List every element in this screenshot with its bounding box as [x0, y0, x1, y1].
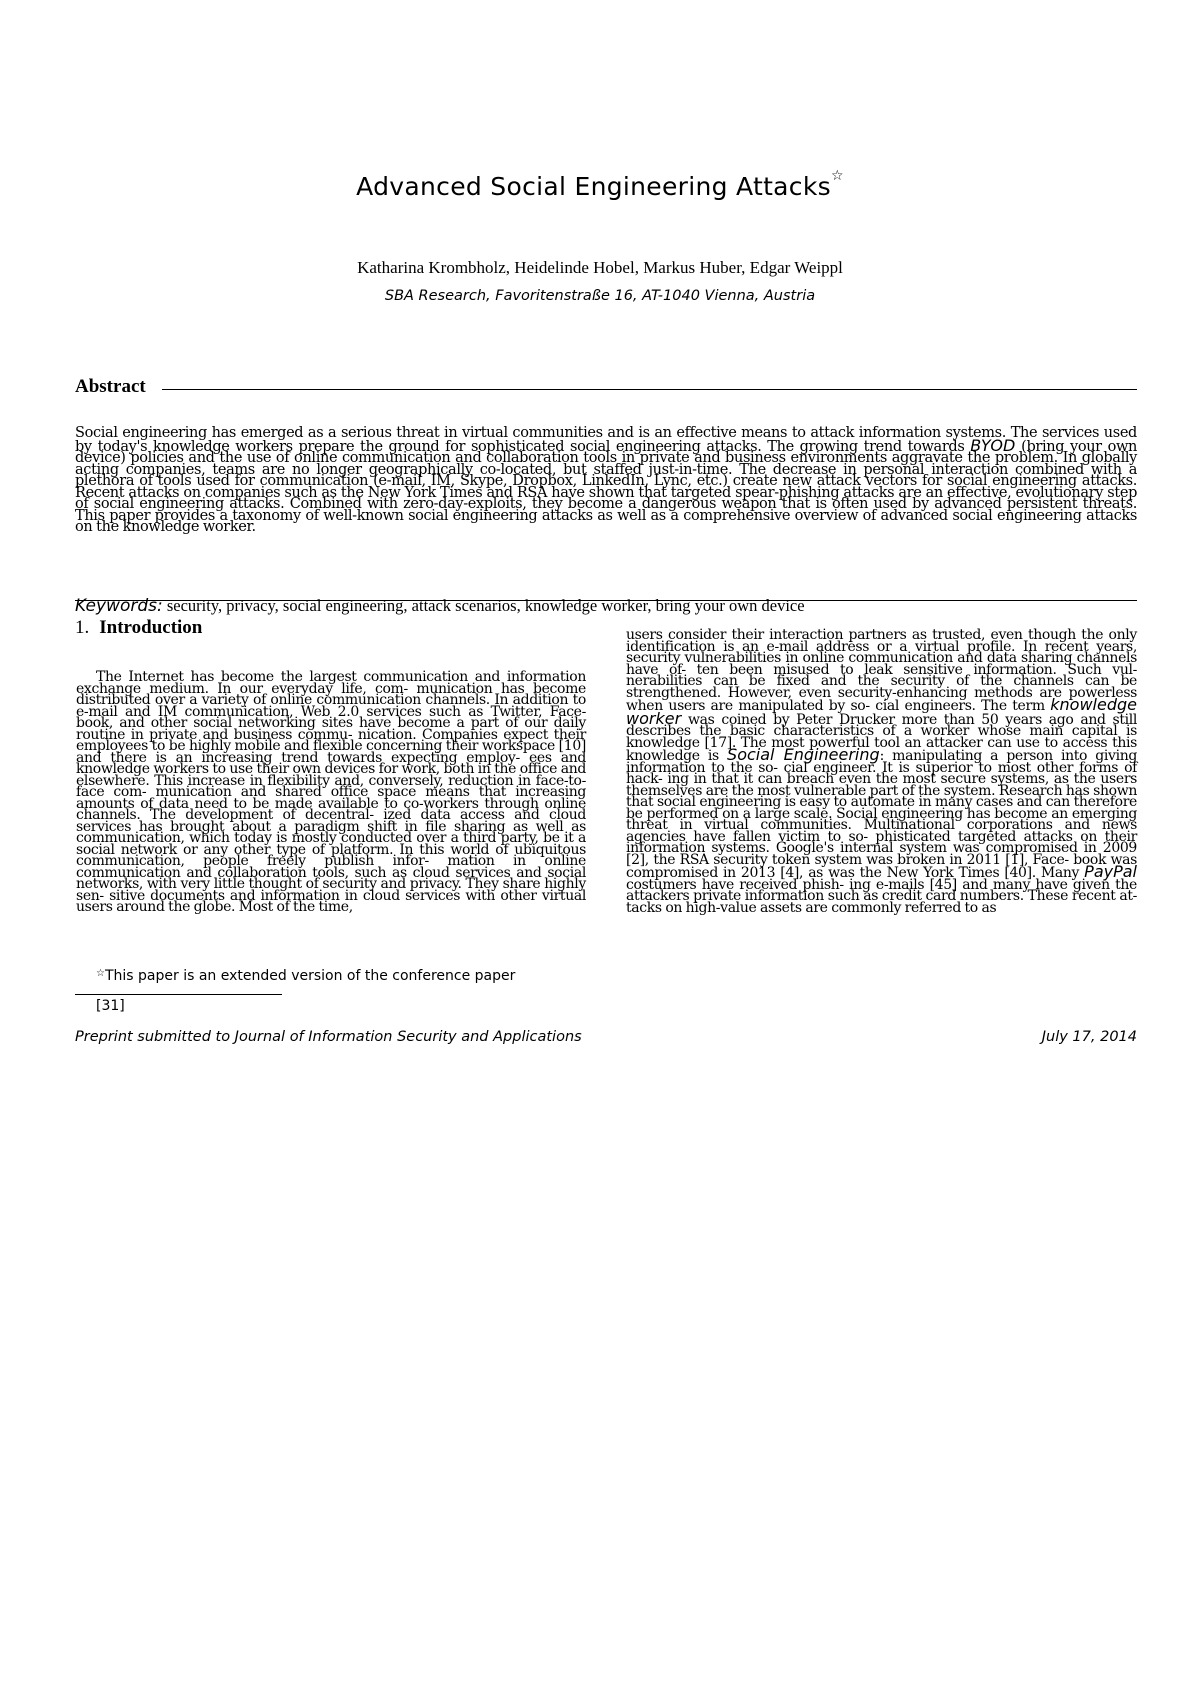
keywords-text: security, privacy, social engineering, attack scenarios, knowledge worker, bring your own device [162, 596, 805, 615]
footnote [96, 968, 515, 984]
term-social-engineering: Social Engineering [727, 745, 880, 764]
abstract-rule [162, 389, 1137, 390]
intro-right-column [626, 627, 1137, 916]
preprint-date: July 17, 2014 [1041, 1029, 1137, 1045]
paper-title-text: Advanced Social Engineering Attacks [356, 172, 831, 201]
keywords-label: Keywords: [75, 596, 163, 616]
abstract-body [75, 425, 1137, 535]
footnote-text: This paper is an extended version of the conference paper [104, 968, 516, 984]
paper-title [0, 168, 1200, 201]
term-paypal: PayPal [1084, 862, 1137, 881]
intro-right-text-3: : manipulating a person into giving information to the so- cial engineer. It is superior to most other forms of hack- ing in that it can breach even the most secure systems, as the users themselves are the most vulnerable part of the system. Research has shown that social engineering is easy to automate in many cases and can therefore be performed on a large scale. Social engineering has become an emerging threat in virtual communities. Multinational corporations and news agencies have fallen victim to so- phisticated targeted attacks on their information systems. Google's internal system was compromised in 2009 [2], the RSA security token system was broken in 2011 [1], Face- book was compromised in 2013 [4], as was the New York Times [40]. Many [626, 748, 1137, 881]
abstract-text-2: (bring your own device) policies and the use of online communication and collaboration tools in private and business environments aggravate the problem. In globally acting companies, teams are no longer geographically co-located, but staffed just-in-time. The decrease in personal interaction combined with a plethora of tools used for communication (e-mail, IM, Skype, Dropbox, LinkedIn, Lync, etc.) create new attack vectors for social engineering attacks. Recent attacks on companies such as the New York Times and RSA have shown that targeted spear-phishing attacks are an effective, evolutionary step of social engineering attacks. Combined with zero-day-exploits, they become a dangerous weapon that is often used by advanced persistent threats. This paper provides a taxonomy of well-known social engineering attacks as well as a comprehensive overview of advanced social engineering attacks on the knowledge worker. [75, 438, 1137, 535]
term-knowledge-worker: knowledge worker [626, 695, 1137, 728]
intro-left-column [76, 669, 586, 915]
abstract-text-1: Social engineering has emerged as a serious threat in virtual communities and is an effective means to attack information systems. The services used by today's knowledge workers prepare the ground for sophisticated social engineering attacks. The growing trend towards [75, 425, 1137, 455]
abstract-byod: BYOD [970, 435, 1016, 455]
title-footnote-mark: ☆ [830, 168, 844, 184]
affiliation: SBA Research, Favoritenstraße 16, AT-1040 Vienna, Austria [384, 288, 816, 304]
intro-right-text-1: users consider their interaction partners as trusted, even though the only identification is an e-mail address or a virtual profile. In recent years, security vulnerabilities in online communication and data sharing channels have of- ten been misused to leak sensitive information. Such vul- nerabilities can be fixed and the security of the channels can be strengthened. However, even security-enhancing methods are powerless when users are manipulated by so- cial engineers. The term [626, 627, 1137, 714]
section-heading-introduction [75, 617, 202, 639]
intro-right-text-2: was coined by Peter Drucker more than 50 years ago and still describes the basic characteristics of a worker whose main capital is knowledge [17]. The most powerful tool an attacker can use to access this knowledge is [626, 711, 1137, 764]
section-title: Introduction [99, 617, 203, 638]
intro-left-text: The Internet has become the largest communication and information exchange medium. In our everyday life, com- munication has become distributed over a variety of online communication channels. In addition to e-mail and IM communication, Web 2.0 services such as Twitter, Face- book, and other social networking sites have become a part of our daily routine in private and business commu- nication. Companies expect their employees to be highly mobile and flexible concerning their workspace [10] and there is an increasing trend towards expecting employ- ees and knowledge workers to use their own devices for work, both in the office and elsewhere. This increase in flexibility and, conversely, reduction in face-to-face com- munication and shared office space means that increasing amounts of data need to be made available to co-workers through online channels. The development of decentral- ized data access and cloud services has brought about a paradigm shift in file sharing as well as communication, which today is mostly conducted over a third party, be it a social network or any other type of platform. In this world of ubiquitous communication, people freely publish infor- mation in online communication and collaboration tools, such as cloud services and social networks, with very little thought of security and privacy. They share highly sen- sitive documents and information in cloud services with other virtual users around the globe. Most of the time, [76, 669, 586, 915]
section-number: 1. [75, 617, 90, 638]
preprint-notice: Preprint submitted to Journal of Information Security and Applications [75, 1029, 582, 1045]
author-list: Katharina Krombholz, Heidelinde Hobel, Markus Huber, Edgar Weippl [357, 258, 843, 277]
footnote-reference: [31] [96, 998, 125, 1014]
keywords-line [75, 596, 1145, 616]
abstract-heading: Abstract [75, 376, 146, 397]
footnote-rule [75, 994, 282, 995]
intro-right-text-4: costumers have received phish- ing e-mails [45] and many have given the attackers private information such as credit card numbers. These recent at- tacks on high-value assets are commonly referred to as [626, 876, 1137, 916]
footnote-mark: ☆ [96, 968, 105, 979]
